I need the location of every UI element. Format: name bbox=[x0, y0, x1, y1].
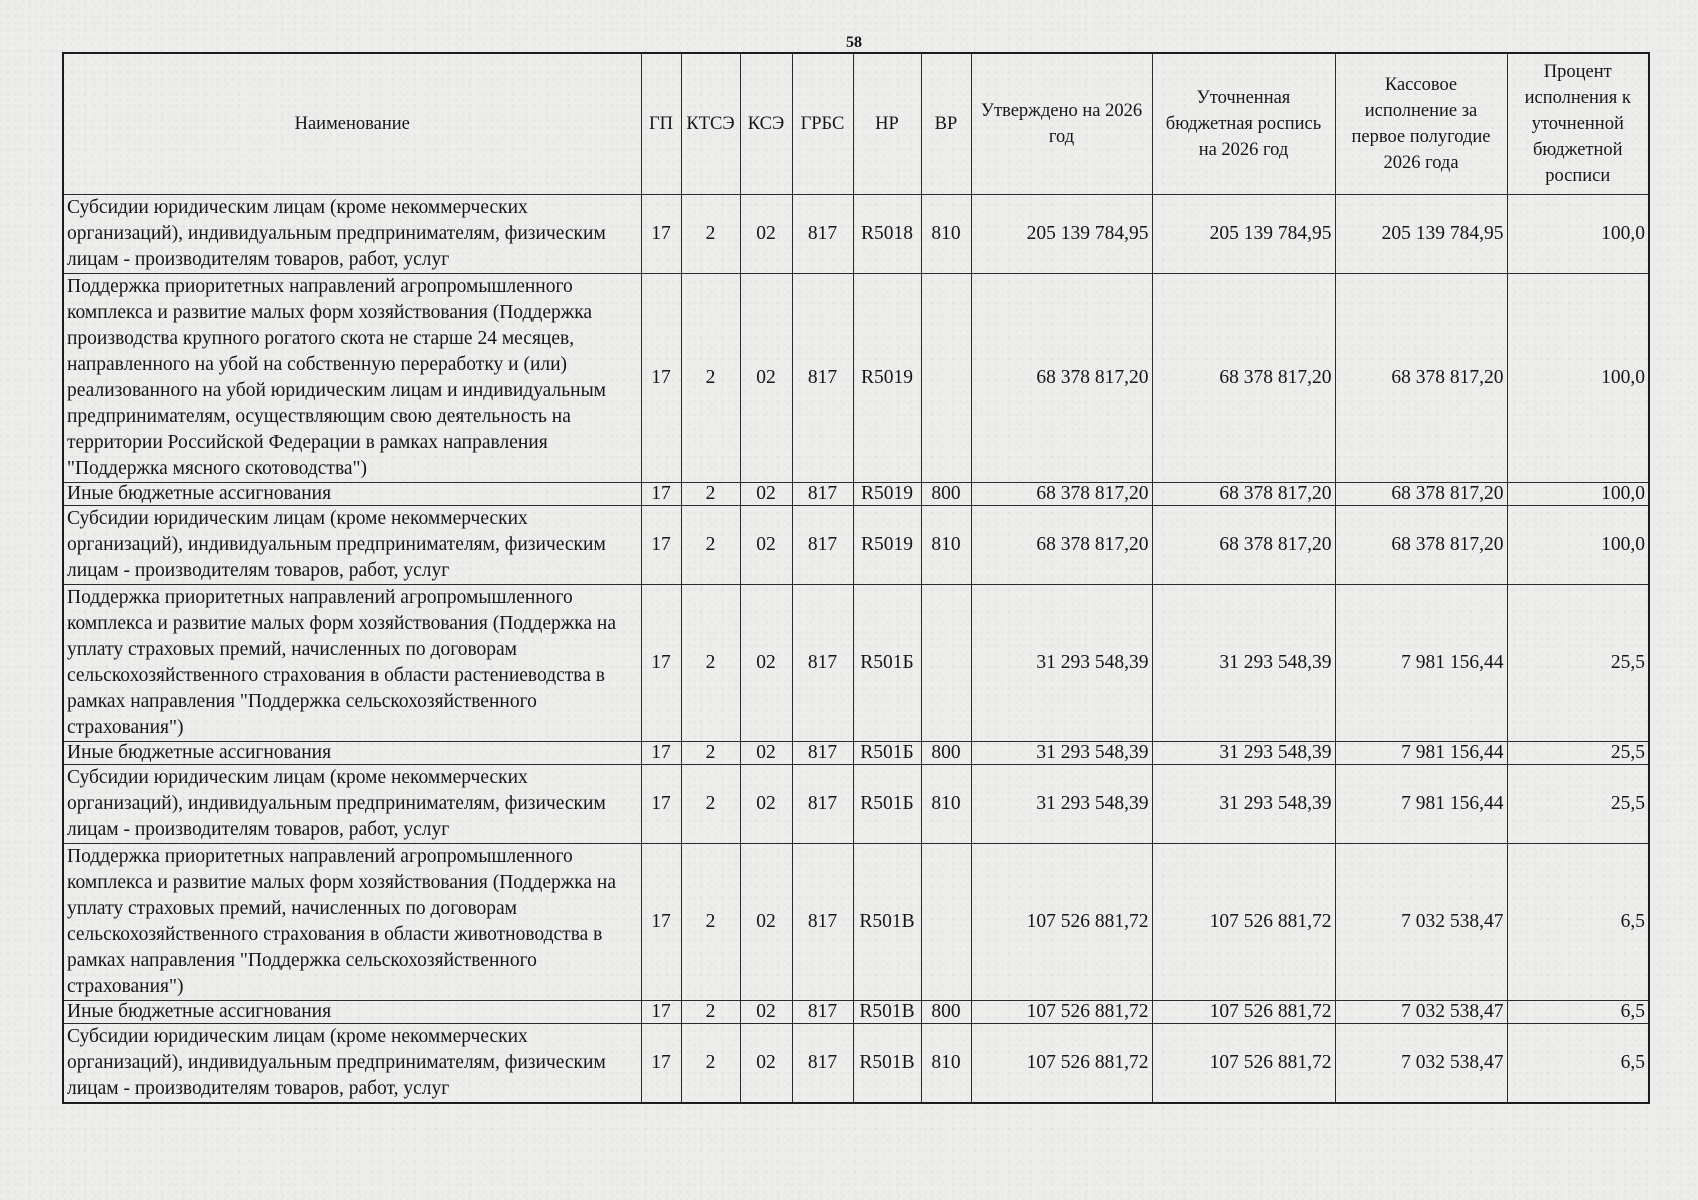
row-nr: R501Б bbox=[853, 742, 921, 765]
table-row bbox=[63, 506, 1649, 585]
row-vr bbox=[921, 844, 971, 1001]
table-row bbox=[63, 765, 1649, 844]
row-ktse: 2 bbox=[681, 483, 740, 506]
row-approved: 68 378 817,20 bbox=[971, 506, 1152, 585]
row-name: Поддержка приоритетных направлений агропромышленного комплекса и развитие малых форм хозяйствования (Поддержка производства крупного рогатого скота не старше 24 месяцев, направленного на убой на собственную переработку и (или) реализованного на убой юридическим лицам и индивидуальным предпринимателям, осуществляющим свою деятельность на территории Российской Федерации в рамках направления "Поддержка мясного скотоводства") bbox=[63, 274, 641, 483]
table-row bbox=[63, 274, 1649, 483]
row-grbs: 817 bbox=[792, 742, 853, 765]
row-kse: 02 bbox=[740, 1001, 792, 1024]
row-grbs: 817 bbox=[792, 483, 853, 506]
row-gp: 17 bbox=[641, 844, 681, 1001]
header-cash: Кассовое исполнение за первое полугодие 2026 года bbox=[1335, 53, 1507, 195]
row-gp: 17 bbox=[641, 742, 681, 765]
row-nr: R501Б bbox=[853, 765, 921, 844]
row-approved: 68 378 817,20 bbox=[971, 483, 1152, 506]
row-refined: 31 293 548,39 bbox=[1152, 585, 1335, 742]
row-ktse: 2 bbox=[681, 1001, 740, 1024]
row-kse: 02 bbox=[740, 585, 792, 742]
row-kse: 02 bbox=[740, 274, 792, 483]
header-refined: Уточненная бюджетная роспись на 2026 год bbox=[1152, 53, 1335, 195]
row-grbs: 817 bbox=[792, 765, 853, 844]
row-approved: 31 293 548,39 bbox=[971, 742, 1152, 765]
row-nr: R501Б bbox=[853, 585, 921, 742]
row-gp: 17 bbox=[641, 195, 681, 274]
row-nr: R5019 bbox=[853, 483, 921, 506]
row-gp: 17 bbox=[641, 274, 681, 483]
row-name: Субсидии юридическим лицам (кроме некоммерческих организаций), индивидуальным предпринимателям, физическим лицам - производителям товаров, работ, услуг bbox=[63, 506, 641, 585]
row-gp: 17 bbox=[641, 483, 681, 506]
header-percent: Процент исполнения к уточненной бюджетной росписи bbox=[1507, 53, 1649, 195]
header-name: Наименование bbox=[63, 53, 641, 195]
row-kse: 02 bbox=[740, 844, 792, 1001]
row-cash: 68 378 817,20 bbox=[1335, 274, 1507, 483]
table-row bbox=[63, 585, 1649, 742]
table-row bbox=[63, 1001, 1649, 1024]
row-refined: 68 378 817,20 bbox=[1152, 483, 1335, 506]
row-name: Иные бюджетные ассигнования bbox=[63, 483, 641, 506]
row-refined: 68 378 817,20 bbox=[1152, 506, 1335, 585]
row-cash: 7 032 538,47 bbox=[1335, 1001, 1507, 1024]
row-vr: 810 bbox=[921, 195, 971, 274]
row-kse: 02 bbox=[740, 483, 792, 506]
row-grbs: 817 bbox=[792, 506, 853, 585]
row-refined: 31 293 548,39 bbox=[1152, 765, 1335, 844]
table-body bbox=[63, 195, 1649, 1104]
row-approved: 107 526 881,72 bbox=[971, 1024, 1152, 1104]
table-row bbox=[63, 844, 1649, 1001]
header-ktse: КТСЭ bbox=[681, 53, 740, 195]
row-ktse: 2 bbox=[681, 844, 740, 1001]
row-kse: 02 bbox=[740, 765, 792, 844]
row-percent: 25,5 bbox=[1507, 585, 1649, 742]
row-kse: 02 bbox=[740, 195, 792, 274]
row-refined: 107 526 881,72 bbox=[1152, 844, 1335, 1001]
row-refined: 68 378 817,20 bbox=[1152, 274, 1335, 483]
row-name: Субсидии юридическим лицам (кроме некоммерческих организаций), индивидуальным предпринимателям, физическим лицам - производителям товаров, работ, услуг bbox=[63, 765, 641, 844]
row-vr: 810 bbox=[921, 1024, 971, 1104]
table-header-row bbox=[63, 53, 1649, 195]
row-cash: 68 378 817,20 bbox=[1335, 506, 1507, 585]
row-refined: 107 526 881,72 bbox=[1152, 1001, 1335, 1024]
table-row bbox=[63, 1024, 1649, 1104]
row-percent: 6,5 bbox=[1507, 1024, 1649, 1104]
row-name: Иные бюджетные ассигнования bbox=[63, 1001, 641, 1024]
table-row bbox=[63, 195, 1649, 274]
row-kse: 02 bbox=[740, 742, 792, 765]
row-ktse: 2 bbox=[681, 274, 740, 483]
row-vr: 800 bbox=[921, 742, 971, 765]
page-number: 58 bbox=[846, 34, 862, 51]
row-nr: R501В bbox=[853, 844, 921, 1001]
row-vr: 800 bbox=[921, 483, 971, 506]
row-kse: 02 bbox=[740, 506, 792, 585]
row-approved: 107 526 881,72 bbox=[971, 844, 1152, 1001]
row-vr bbox=[921, 274, 971, 483]
row-approved: 205 139 784,95 bbox=[971, 195, 1152, 274]
header-gp: ГП bbox=[641, 53, 681, 195]
row-kse: 02 bbox=[740, 1024, 792, 1104]
row-gp: 17 bbox=[641, 765, 681, 844]
row-nr: R501В bbox=[853, 1001, 921, 1024]
header-grbs: ГРБС bbox=[792, 53, 853, 195]
row-percent: 100,0 bbox=[1507, 274, 1649, 483]
row-approved: 107 526 881,72 bbox=[971, 1001, 1152, 1024]
row-name: Иные бюджетные ассигнования bbox=[63, 742, 641, 765]
row-percent: 100,0 bbox=[1507, 483, 1649, 506]
row-grbs: 817 bbox=[792, 585, 853, 742]
row-nr: R5018 bbox=[853, 195, 921, 274]
row-ktse: 2 bbox=[681, 1024, 740, 1104]
row-ktse: 2 bbox=[681, 506, 740, 585]
row-nr: R501В bbox=[853, 1024, 921, 1104]
row-nr: R5019 bbox=[853, 506, 921, 585]
row-percent: 100,0 bbox=[1507, 195, 1649, 274]
row-nr: R5019 bbox=[853, 274, 921, 483]
header-kse: КСЭ bbox=[740, 53, 792, 195]
row-cash: 7 032 538,47 bbox=[1335, 844, 1507, 1001]
row-vr: 810 bbox=[921, 765, 971, 844]
row-refined: 205 139 784,95 bbox=[1152, 195, 1335, 274]
row-vr bbox=[921, 585, 971, 742]
table-row bbox=[63, 742, 1649, 765]
row-cash: 7 981 156,44 bbox=[1335, 765, 1507, 844]
row-grbs: 817 bbox=[792, 274, 853, 483]
row-cash: 7 981 156,44 bbox=[1335, 585, 1507, 742]
row-approved: 31 293 548,39 bbox=[971, 585, 1152, 742]
row-gp: 17 bbox=[641, 1024, 681, 1104]
row-name: Поддержка приоритетных направлений агропромышленного комплекса и развитие малых форм хозяйствования (Поддержка на уплату страховых премий, начисленных по договорам сельскохозяйственного страхования в области растениеводства в рамках направления "Поддержка сельскохозяйственного страхования") bbox=[63, 585, 641, 742]
row-grbs: 817 bbox=[792, 1024, 853, 1104]
row-name: Субсидии юридическим лицам (кроме некоммерческих организаций), индивидуальным предпринимателям, физическим лицам - производителям товаров, работ, услуг bbox=[63, 1024, 641, 1104]
row-ktse: 2 bbox=[681, 765, 740, 844]
row-percent: 100,0 bbox=[1507, 506, 1649, 585]
row-name: Поддержка приоритетных направлений агропромышленного комплекса и развитие малых форм хозяйствования (Поддержка на уплату страховых премий, начисленных по договорам сельскохозяйственного страхования в области животноводства в рамках направления "Поддержка сельскохозяйственного страхования") bbox=[63, 844, 641, 1001]
row-cash: 7 981 156,44 bbox=[1335, 742, 1507, 765]
row-refined: 107 526 881,72 bbox=[1152, 1024, 1335, 1104]
table-row bbox=[63, 483, 1649, 506]
row-name: Субсидии юридическим лицам (кроме некоммерческих организаций), индивидуальным предпринимателям, физическим лицам - производителям товаров, работ, услуг bbox=[63, 195, 641, 274]
row-cash: 205 139 784,95 bbox=[1335, 195, 1507, 274]
header-nr: НР bbox=[853, 53, 921, 195]
row-cash: 7 032 538,47 bbox=[1335, 1024, 1507, 1104]
row-vr: 810 bbox=[921, 506, 971, 585]
row-gp: 17 bbox=[641, 506, 681, 585]
row-cash: 68 378 817,20 bbox=[1335, 483, 1507, 506]
budget-table bbox=[62, 52, 1650, 1104]
row-refined: 31 293 548,39 bbox=[1152, 742, 1335, 765]
row-percent: 25,5 bbox=[1507, 765, 1649, 844]
row-ktse: 2 bbox=[681, 585, 740, 742]
row-grbs: 817 bbox=[792, 195, 853, 274]
row-vr: 800 bbox=[921, 1001, 971, 1024]
row-percent: 6,5 bbox=[1507, 1001, 1649, 1024]
row-grbs: 817 bbox=[792, 1001, 853, 1024]
row-approved: 68 378 817,20 bbox=[971, 274, 1152, 483]
header-approved: Утверждено на 2026 год bbox=[971, 53, 1152, 195]
row-ktse: 2 bbox=[681, 195, 740, 274]
row-ktse: 2 bbox=[681, 742, 740, 765]
row-gp: 17 bbox=[641, 1001, 681, 1024]
row-gp: 17 bbox=[641, 585, 681, 742]
row-approved: 31 293 548,39 bbox=[971, 765, 1152, 844]
row-grbs: 817 bbox=[792, 844, 853, 1001]
row-percent: 25,5 bbox=[1507, 742, 1649, 765]
row-percent: 6,5 bbox=[1507, 844, 1649, 1001]
header-vr: ВР bbox=[921, 53, 971, 195]
